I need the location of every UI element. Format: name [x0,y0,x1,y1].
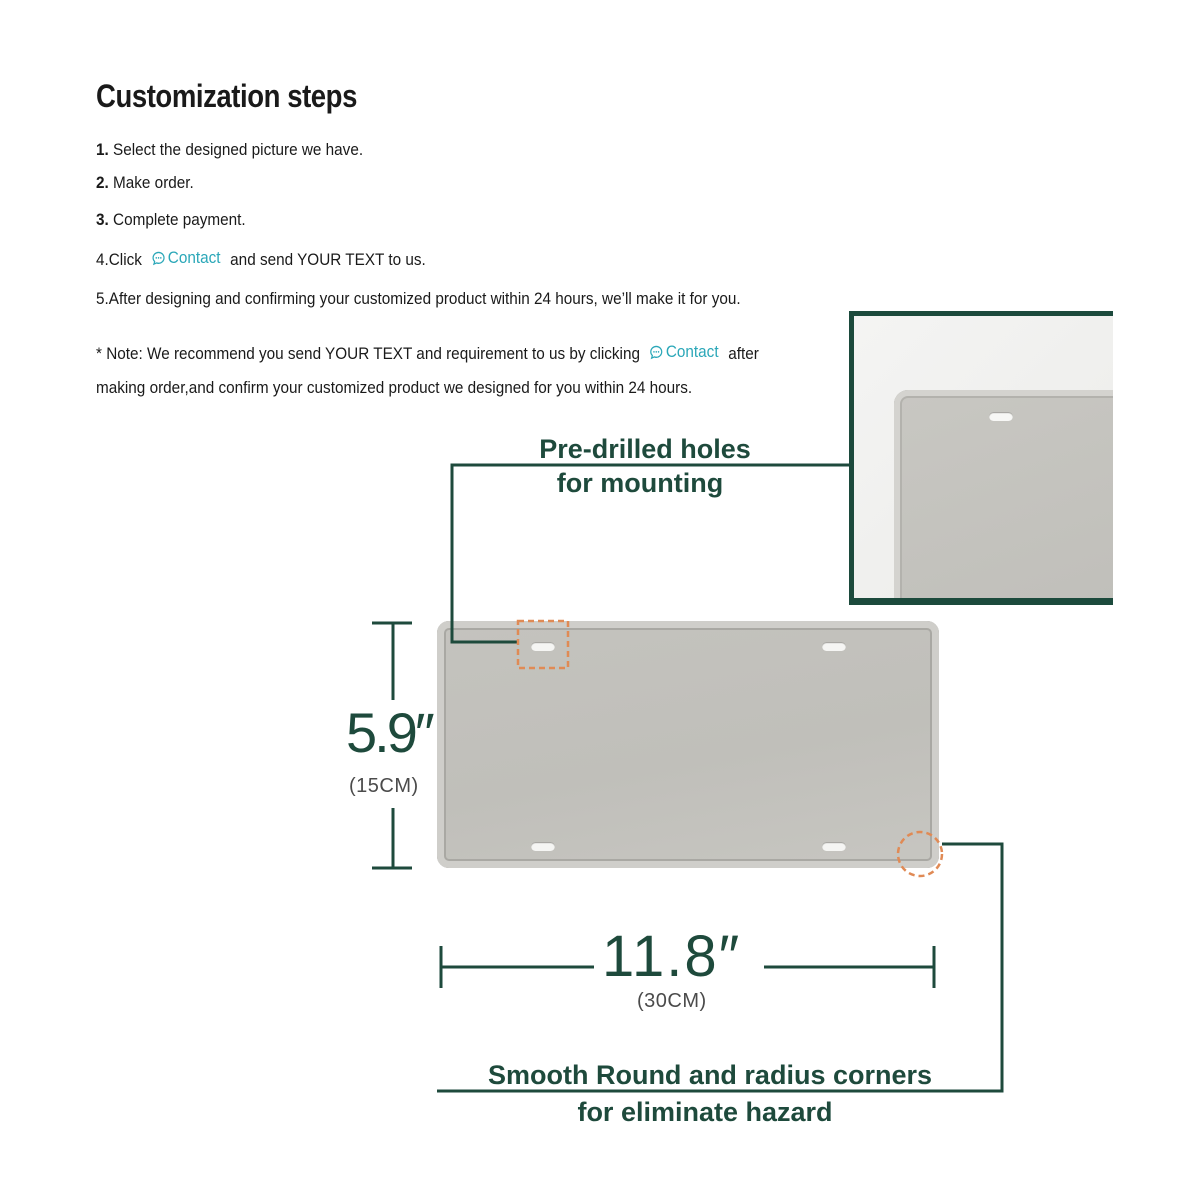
holes-callout-line-2: for mounting [556,468,724,498]
corners-callout-line-1: Smooth Round and radius corners [487,1060,933,1090]
step-1-number: 1. [96,140,109,159]
step-4-suffix: and send YOUR TEXT to us. [230,250,426,269]
width-value: 11.8″ [602,924,742,989]
height-metric: (15CM) [349,775,419,797]
step-1-text: Select the designed picture we have. [108,140,364,159]
holes-callout-connector [452,465,851,642]
step-3-number: 3. [96,210,109,229]
corners-callout-line-2: for eliminate hazard [577,1097,833,1127]
holes-callout-line-1: Pre-drilled holes [539,434,751,464]
width-metric: (30CM) [637,990,707,1012]
step-2-text: Make order. [108,173,194,192]
step-4-prefix: 4.Click [96,250,142,269]
step-5-text: 5.After designing and confirming your customized product within 24 hours, we’ll make it for you. [96,289,741,308]
hole-highlight-box [518,621,568,668]
note-line-2-text: making order,and confirm your customized product we designed for you within 24 hours. [96,378,693,397]
step-3-text: Complete payment. [108,210,246,229]
contact-label: Contact [167,248,221,267]
note-line-1-prefix: * Note: We recommend you send YOUR TEXT and requirement to us by clicking [96,344,640,363]
steps-title: Customization steps [96,78,357,114]
note-line-1-suffix: after [728,344,759,363]
step-2-number: 2. [96,173,109,192]
note-contact-label: Contact [665,342,719,361]
height-value: 5.9″ [346,701,432,764]
corner-highlight-circle [898,832,942,876]
